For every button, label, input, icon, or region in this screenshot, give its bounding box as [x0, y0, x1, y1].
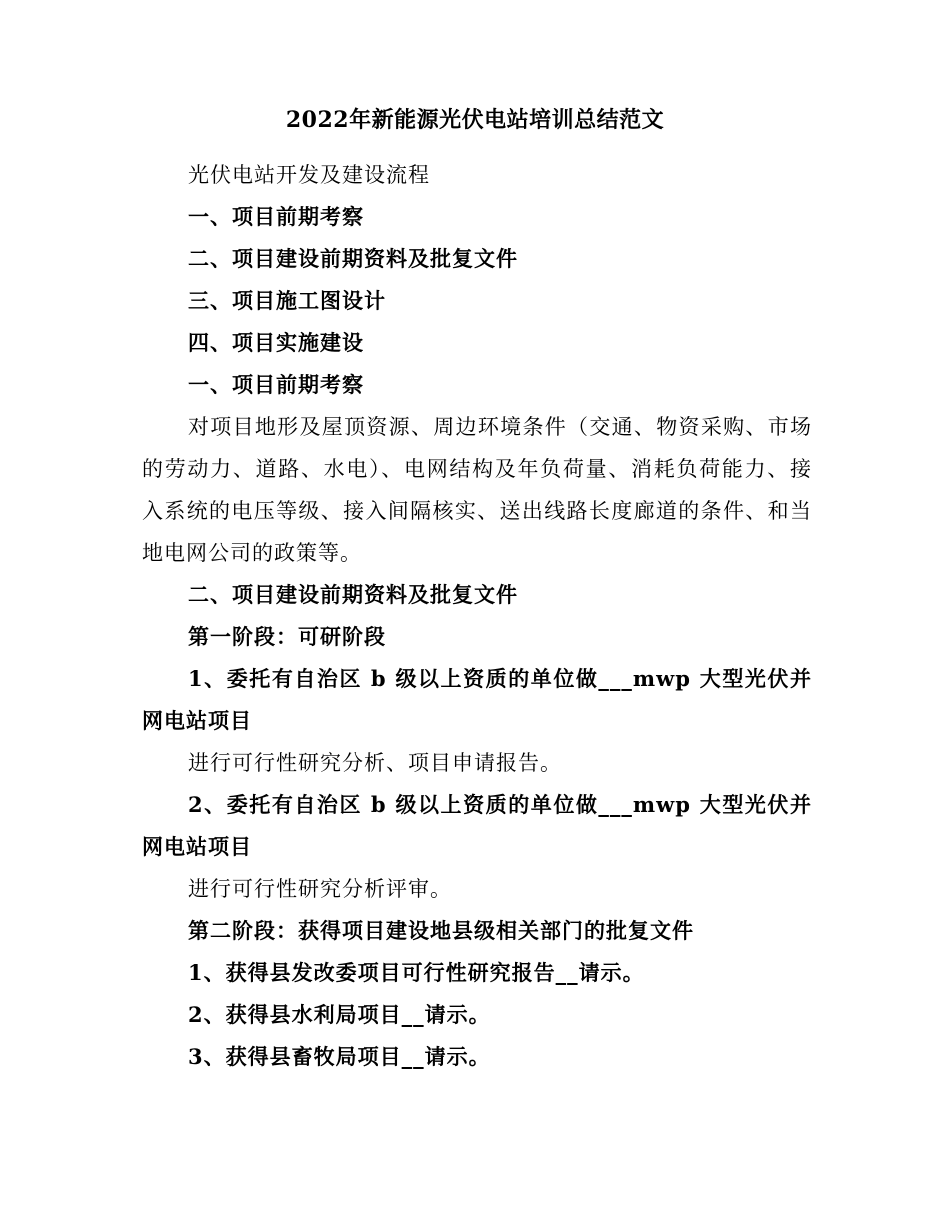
- document-title: 2022年新能源光伏电站培训总结范文: [285, 107, 665, 133]
- list-item: 3、获得县畜牧局项目__请示。: [188, 1044, 491, 1069]
- list-item: 2、委托有自治区 b 级以上资质的单位做___mwp 大型光伏并网电站项目: [142, 792, 812, 859]
- heading: 三、项目施工图设计: [188, 288, 386, 313]
- paragraph: 对项目地形及屋顶资源、周边环境条件（交通、物资采购、市场的劳动力、道路、水电）、电网结构及年负荷量、消耗负荷能力、接入系统的电压等级、接入间隔核实、送出线路长度廊道的条件、和当地电网公司的政策等。: [142, 415, 812, 565]
- heading: 四、项目实施建设: [188, 330, 364, 355]
- heading: 一、项目前期考察: [188, 204, 364, 229]
- heading: 第二阶段：获得项目建设地县级相关部门的批复文件: [188, 918, 694, 943]
- list-item: 1、获得县发改委项目可行性研究报告__请示。: [188, 960, 645, 985]
- paragraph: 光伏电站开发及建设流程: [188, 163, 430, 187]
- heading: 一、项目前期考察: [188, 372, 364, 397]
- paragraph: 进行可行性研究分析、项目申请报告。: [188, 751, 562, 775]
- paragraph: 进行可行性研究分析评审。: [188, 877, 452, 901]
- heading: 二、项目建设前期资料及批复文件: [188, 582, 518, 607]
- heading: 第一阶段：可研阶段: [188, 624, 386, 649]
- list-item: 1、委托有自治区 b 级以上资质的单位做___mwp 大型光伏并网电站项目: [142, 666, 812, 733]
- list-item: 2、获得县水利局项目__请示。: [188, 1002, 491, 1027]
- heading: 二、项目建设前期资料及批复文件: [188, 246, 518, 271]
- document-body: [142, 154, 812, 1078]
